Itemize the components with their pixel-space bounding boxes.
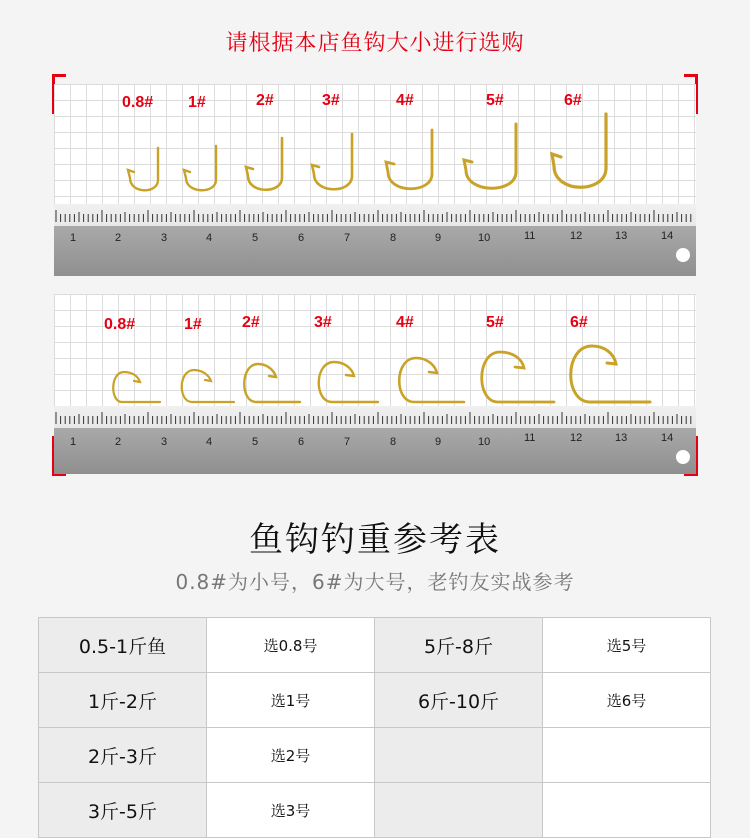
hook-choice-cell: 选3号 [207, 783, 375, 838]
ruler-number: 14 [661, 230, 674, 242]
ruler-number: 14 [661, 432, 674, 444]
ruler-number: 11 [524, 230, 536, 242]
hook-choice-cell: 选6号 [543, 673, 711, 728]
fish-weight-cell: 2斤-3斤 [39, 728, 207, 783]
hook-icon [460, 118, 526, 204]
ruler-number: 9 [435, 436, 442, 448]
ruler-number: 6 [298, 232, 305, 244]
size-label: 0.8# [104, 316, 136, 333]
hook-icon [234, 360, 304, 406]
hook-icon [124, 140, 168, 204]
size-label: 3# [314, 314, 332, 331]
ruler-number: 13 [615, 432, 628, 444]
hook-choice-cell: 选1号 [207, 673, 375, 728]
fish-weight-cell: 5斤-8斤 [375, 618, 543, 673]
reference-table [38, 617, 711, 838]
hook-icon [548, 108, 618, 204]
ruler-number: 3 [161, 436, 168, 448]
hook-icon [180, 138, 226, 204]
size-label: 0.8# [122, 94, 154, 111]
ruler-ticks [54, 406, 696, 428]
ruler-ticks [54, 204, 696, 226]
ruler-number: 13 [615, 230, 628, 242]
reference-title: 鱼钩钓重参考表 [249, 520, 501, 560]
ruler [54, 406, 696, 474]
size-label: 6# [564, 92, 582, 109]
size-label: 2# [242, 314, 260, 331]
hook-icon [242, 132, 292, 204]
hook-choice-cell: 选5号 [543, 618, 711, 673]
ruler-number: 7 [344, 436, 351, 448]
fish-weight-cell: 0.5-1斤鱼 [39, 618, 207, 673]
table-row [39, 673, 711, 728]
ruler-number: 1 [70, 232, 77, 244]
hook-icon [104, 368, 164, 406]
ruler [54, 204, 696, 276]
ruler-number: 10 [478, 232, 491, 244]
hook-icon [558, 342, 654, 406]
hook-choice-cell [543, 728, 711, 783]
ruler-number: 3 [161, 232, 168, 244]
size-label: 1# [184, 316, 202, 333]
fish-weight-cell [375, 783, 543, 838]
hook-choice-cell [543, 783, 711, 838]
page-header-title: 请根据本店鱼钩大小进行选购 [225, 31, 525, 56]
fish-weight-cell [375, 728, 543, 783]
reference-subtitle: 0.8#为小号，6#为大号，老钓友实战参考 [175, 570, 575, 594]
hook-icon [308, 358, 382, 406]
hook-photo-upright [54, 84, 696, 206]
ruler-hanging-hole [676, 450, 690, 464]
ruler-number: 2 [115, 436, 122, 448]
ruler-number: 2 [115, 232, 122, 244]
ruler-number: 1 [70, 436, 77, 448]
hook-icon [470, 348, 558, 406]
size-label: 3# [322, 92, 340, 109]
size-label: 2# [256, 92, 274, 109]
fish-weight-cell: 3斤-5斤 [39, 783, 207, 838]
ruler-number: 12 [570, 432, 583, 444]
fish-weight-cell: 1斤-2斤 [39, 673, 207, 728]
ruler-number: 7 [344, 232, 351, 244]
hook-icon [388, 354, 468, 406]
hook-choice-cell: 选2号 [207, 728, 375, 783]
size-label: 4# [396, 314, 414, 331]
hook-icon [172, 366, 238, 406]
ruler-number: 5 [252, 232, 259, 244]
size-label: 5# [486, 92, 504, 109]
ruler-number: 11 [524, 432, 536, 444]
ruler-number: 4 [206, 436, 213, 448]
fish-weight-cell: 6斤-10斤 [375, 673, 543, 728]
hook-icon [382, 124, 442, 204]
table-row [39, 728, 711, 783]
ruler-number: 12 [570, 230, 583, 242]
table-row [39, 618, 711, 673]
ruler-number: 8 [390, 232, 397, 244]
size-label: 4# [396, 92, 414, 109]
table-row [39, 783, 711, 838]
hook-choice-cell: 选0.8号 [207, 618, 375, 673]
ruler-number: 9 [435, 232, 442, 244]
ruler-number: 4 [206, 232, 213, 244]
ruler-number: 5 [252, 436, 259, 448]
size-label: 1# [188, 94, 206, 111]
size-label: 6# [570, 314, 588, 331]
ruler-hanging-hole [676, 248, 690, 262]
ruler-number: 8 [390, 436, 397, 448]
size-label: 5# [486, 314, 504, 331]
hook-icon [308, 128, 362, 204]
ruler-number: 6 [298, 436, 305, 448]
ruler-number: 10 [478, 436, 491, 448]
hook-photo-flat [54, 294, 696, 406]
